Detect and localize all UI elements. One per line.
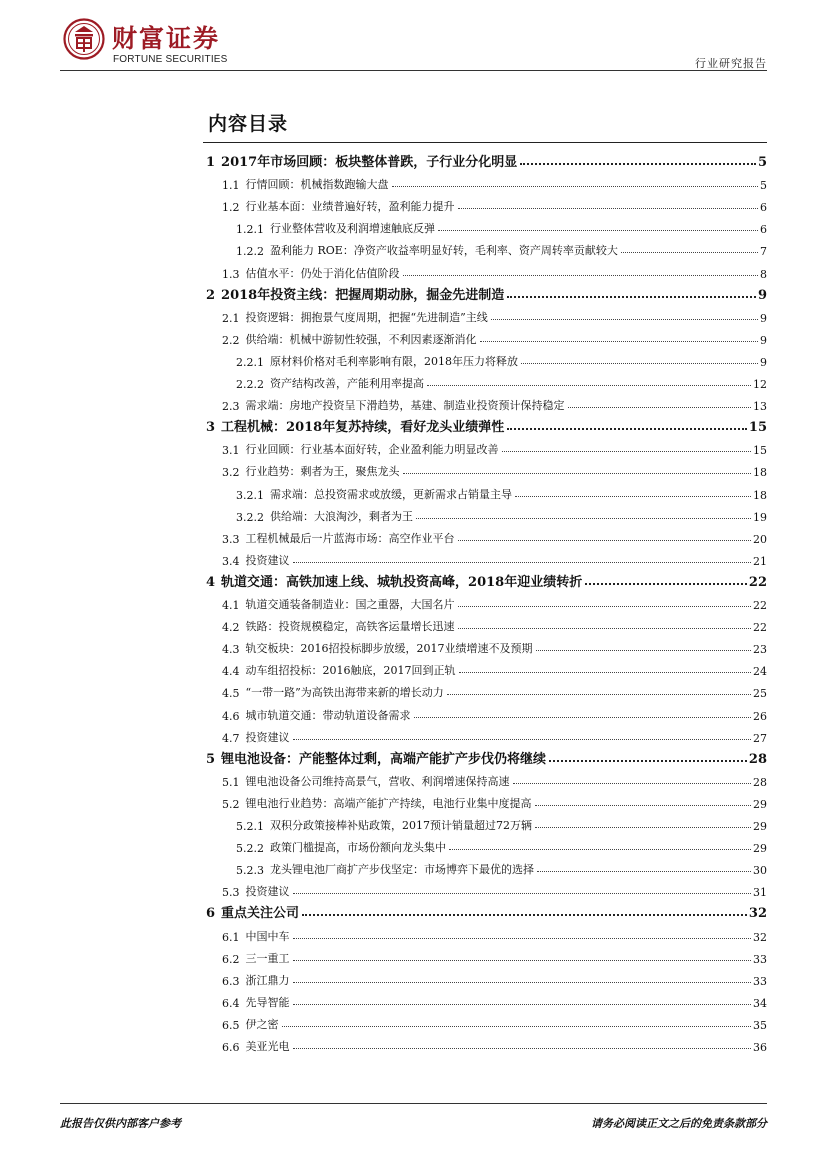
toc-entry-number: 3.2	[222, 466, 240, 480]
toc-entry-title: 供给端：大浪淘沙，剩者为王	[270, 509, 413, 523]
toc-entry-page: 18	[753, 488, 767, 502]
toc-entry-title: 投资建议	[245, 885, 290, 899]
toc-entry-number: 5.2.3	[236, 864, 264, 878]
toc-entry-number: 5.3	[222, 886, 240, 900]
toc-entry-title: 轨道交通：高铁加速上线、城轨投资高峰，2018年迎业绩转折	[221, 574, 583, 590]
toc-entry-number: 3.1	[222, 444, 240, 458]
toc-dot-leader	[535, 805, 752, 806]
toc-dot-leader	[293, 982, 752, 983]
toc-entry-page: 19	[753, 510, 767, 524]
toc-entry-page: 23	[753, 643, 767, 657]
toc-entry-page: 34	[753, 996, 767, 1010]
toc-entry-title: 2017年市场回顾：板块整体普跌，子行业分化明显	[221, 155, 518, 170]
toc-entry-title: 城市轨道交通：带动轨道设备需求	[245, 708, 411, 722]
toc-entry-title: 工程机械：2018年复苏持续，看好龙头业绩弹性	[221, 420, 505, 436]
toc-entry-title: 浙江鼎力	[245, 973, 290, 987]
toc-entry-number: 1	[206, 155, 216, 170]
toc-entry[interactable]	[206, 283, 767, 303]
toc-entry-title: 锂电池设备：产能整体过剩，高端产能扩产步伐仍将继续	[221, 751, 547, 767]
toc-entry-title: 原材料价格对毛利率影响有限，2018年压力将释放	[270, 354, 518, 368]
toc-entry-title: 重点关注公司	[221, 906, 300, 922]
toc-entry-page: 6	[760, 223, 767, 237]
toc-entry-page: 8	[760, 267, 767, 281]
toc-entry-number: 3.3	[222, 532, 240, 546]
toc-entry-title: 锂电池行业趋势：高端产能扩产持续，电池行业集中度提高	[245, 796, 532, 810]
toc-entry-title: 需求端：房地产投资呈下滑趋势，基建、制造业投资预计保持稳定	[245, 399, 565, 413]
toc-entry[interactable]	[222, 194, 767, 214]
toc-entry[interactable]	[222, 305, 767, 325]
toc-entry-title: 投资建议	[245, 553, 290, 567]
toc-entry-number: 1.3	[222, 267, 240, 281]
toc-entry-page: 25	[753, 687, 767, 701]
toc-entry[interactable]	[222, 946, 767, 966]
toc-entry[interactable]	[236, 857, 767, 877]
toc-entry[interactable]	[206, 747, 767, 767]
toc-entry[interactable]	[222, 791, 767, 811]
toc-entry-title: 投资逻辑：拥抱景气度周期，把握“先进制造”主线	[245, 310, 488, 324]
toc-entry-title: 工程机械最后一片蓝海市场：高空作业平台	[245, 531, 455, 545]
toc-entry-number: 6.1	[222, 930, 240, 944]
toc-entry-number: 6.6	[222, 1041, 240, 1054]
toc-entry-page: 9	[760, 333, 767, 347]
toc-dot-leader	[447, 694, 751, 695]
toc-entry-title: 铁路：投资规模稳定，高铁客运量增长迅速	[245, 620, 455, 634]
toc-entry-number: 2	[206, 287, 216, 303]
toc-entry[interactable]	[222, 526, 767, 546]
toc-entry[interactable]	[236, 504, 767, 524]
toc-entry[interactable]	[222, 769, 767, 789]
toc-entry-page: 9	[760, 355, 767, 369]
toc-entry-title: 中国中车	[245, 929, 290, 943]
toc-dot-leader	[458, 606, 752, 607]
toc-entry-number: 3.4	[222, 554, 240, 568]
toc-entry-number: 3.2.2	[236, 510, 264, 524]
toc-entry-number: 1.2	[222, 201, 240, 215]
toc-entry-number: 6.4	[222, 996, 240, 1010]
toc-entry-number: 4.7	[222, 731, 240, 745]
toc-entry-page: 36	[753, 1041, 767, 1054]
toc-dot-leader	[568, 407, 752, 408]
toc-entry-title: 政策门槛提高，市场份额向龙头集中	[270, 841, 446, 855]
toc-entry-number: 6	[206, 906, 216, 922]
footer-disclaimer-left: 此报告仅供内部客户参考	[60, 1117, 181, 1130]
toc-dot-leader	[427, 385, 751, 386]
toc-entry-title: 双积分政策接棒补贴政策，2017预计销量超过72万辆	[270, 819, 532, 832]
toc-dot-leader	[414, 717, 752, 718]
toc-entry-title: 供给端：机械中游韧性较强，不利因素逐渐消化	[245, 332, 477, 346]
toc-dot-leader	[480, 341, 759, 342]
toc-entry-title: 美亚光电	[245, 1040, 290, 1053]
toc-entry[interactable]	[236, 371, 767, 391]
toc-entry-page: 26	[753, 709, 767, 723]
toc-entry[interactable]	[236, 835, 767, 855]
toc-entry-page: 5	[760, 179, 767, 193]
toc-entry-title: “一带一路”为高铁出海带来新的增长动力	[245, 686, 444, 700]
toc-dot-leader	[549, 760, 747, 762]
toc-entry[interactable]	[222, 968, 767, 988]
toc-entry-page: 22	[753, 599, 767, 612]
toc-entry-page: 22	[753, 621, 767, 635]
toc-entry[interactable]	[222, 725, 767, 745]
toc-dot-leader	[293, 739, 752, 740]
toc-entry-page: 13	[753, 400, 767, 414]
toc-entry[interactable]	[222, 879, 767, 899]
toc-entry-page: 35	[753, 1018, 767, 1032]
toc-entry-title: 行业趋势：剩者为王，聚焦龙头	[245, 465, 400, 479]
toc-entry-number: 4.5	[222, 687, 240, 701]
toc-entry-page: 28	[748, 751, 767, 767]
toc-entry[interactable]	[222, 261, 767, 281]
toc-heading: 内容目录	[208, 113, 289, 135]
toc-entry-page: 18	[753, 466, 767, 480]
toc-entry-page: 24	[753, 665, 767, 679]
toc-entry-title: 行业基本面：业绩普遍好转，盈利能力提升	[245, 200, 455, 214]
toc-entry-page: 5	[757, 155, 767, 170]
toc-entry-page: 21	[753, 554, 767, 568]
toc-entry-page: 27	[753, 731, 767, 745]
toc-dot-leader	[293, 1048, 752, 1049]
toc-entry-title: 轨交板块：2016招投标脚步放缓，2017业绩增速不及预期	[245, 642, 533, 656]
toc-dot-leader	[392, 186, 759, 187]
toc-entry-page: 33	[753, 974, 767, 988]
toc-dot-leader	[520, 163, 756, 165]
toc-entry[interactable]	[222, 393, 767, 413]
toc-entry-page: 28	[753, 775, 767, 789]
toc-entry[interactable]	[222, 1034, 767, 1054]
toc-entry-page: 15	[748, 420, 767, 436]
toc-entry-number: 5.1	[222, 775, 240, 789]
toc-entry-number: 3	[206, 420, 216, 436]
toc-dot-leader	[403, 473, 752, 474]
toc-dot-leader	[621, 252, 758, 253]
toc-entry-number: 4.2	[222, 621, 240, 635]
toc-entry-title: 行情回顾：机械指数跑输大盘	[245, 178, 389, 192]
toc-entry-number: 4.3	[222, 643, 240, 657]
toc-dot-leader	[438, 230, 758, 231]
toc-entry-page: 30	[753, 864, 767, 878]
toc-entry[interactable]	[236, 482, 767, 502]
toc-entry-page: 32	[748, 906, 767, 922]
toc-dot-leader	[507, 428, 747, 430]
toc-entry-page: 12	[753, 378, 767, 391]
toc-entry[interactable]	[222, 592, 767, 612]
toc-dot-leader	[507, 296, 756, 298]
toc-entry-number: 2.2	[222, 333, 240, 347]
toc-entry-title: 资产结构改善，产能利用率提高	[270, 377, 424, 390]
toc-entry-page: 22	[748, 574, 767, 590]
toc-dot-leader	[502, 451, 752, 452]
toc-entry[interactable]	[222, 172, 767, 192]
toc-entry-number: 4.6	[222, 709, 240, 723]
toc-entry[interactable]	[222, 548, 767, 568]
toc-entry-page: 6	[760, 201, 767, 215]
toc-entry[interactable]	[236, 216, 767, 236]
toc-entry-number: 5.2.1	[236, 820, 264, 833]
toc-entry-title: 2018年投资主线：把握周期动脉，掘金先进制造	[221, 287, 505, 303]
toc-entry-page: 9	[757, 287, 767, 303]
toc-entry[interactable]	[222, 658, 767, 678]
toc-entry-page: 32	[753, 930, 767, 944]
toc-entry-page: 29	[753, 820, 767, 833]
toc-dot-leader	[458, 628, 752, 629]
footer-disclaimer-right: 请务必阅读正文之后的免责条款部分	[591, 1117, 767, 1130]
toc-entry-title: 动车组招投标：2016触底，2017回到正轨	[245, 664, 456, 678]
toc-entry[interactable]	[236, 349, 767, 369]
toc-entry-number: 2.1	[222, 311, 240, 325]
toc-entry-title: 投资建议	[245, 730, 290, 744]
toc-dot-leader	[521, 363, 758, 364]
toc-entry-page: 7	[760, 245, 767, 259]
toc-dot-leader	[416, 518, 751, 519]
toc-entry[interactable]	[206, 570, 767, 590]
toc-dot-leader	[515, 496, 751, 497]
toc-entry[interactable]	[206, 415, 767, 435]
toc-entry-title: 先导智能	[245, 995, 290, 1009]
toc-entry-title: 轨道交通装备制造业：国之重器，大国名片	[245, 598, 455, 611]
toc-dot-leader	[491, 319, 758, 320]
toc-dot-leader	[293, 893, 752, 894]
toc-dot-leader	[537, 871, 751, 872]
toc-entry[interactable]	[236, 238, 767, 258]
toc-entry[interactable]	[222, 437, 767, 457]
toc-entry-title: 盈利能力 ROE：净资产收益率明显好转，毛利率、资产周转率贡献较大	[270, 244, 618, 258]
toc-entry-title: 伊之密	[245, 1017, 279, 1031]
toc-entry[interactable]	[222, 459, 767, 479]
footer-divider	[60, 1103, 767, 1104]
toc-entry-number: 2.2.2	[236, 378, 264, 391]
toc-entry-page: 15	[753, 444, 767, 458]
toc-entry[interactable]	[222, 327, 767, 347]
toc-dot-leader	[293, 960, 752, 961]
toc-dot-leader	[293, 562, 752, 563]
toc-dot-leader	[536, 650, 752, 651]
toc-entry[interactable]	[222, 614, 767, 634]
toc-entry-page: 31	[753, 886, 767, 900]
toc-entry-title: 估值水平：仍处于消化估值阶段	[245, 266, 400, 280]
toc-entry-number: 4	[206, 574, 216, 590]
toc-entry-title: 三一重工	[245, 951, 290, 965]
toc-entry-number: 5.2.2	[236, 842, 264, 856]
toc-entry-title: 行业整体营收及利润增速触底反弹	[270, 222, 435, 236]
toc-dot-leader	[449, 849, 751, 850]
toc-entry[interactable]	[222, 703, 767, 723]
toc-entry-title: 行业回顾：行业基本面好转，企业盈利能力明显改善	[245, 443, 499, 457]
toc-dot-leader	[585, 583, 747, 585]
toc-entry-page: 29	[753, 842, 767, 856]
toc-dot-leader	[535, 827, 751, 828]
toc-entry[interactable]	[206, 901, 767, 921]
toc-entry-number: 1.1	[222, 179, 240, 193]
toc-dot-leader	[513, 783, 752, 784]
logo-chinese-name: 财富证券	[112, 24, 221, 53]
report-type-label: 行业研究报告	[695, 57, 767, 70]
toc-entry[interactable]	[222, 636, 767, 656]
toc-dot-leader	[458, 208, 759, 209]
toc-entry[interactable]	[236, 813, 767, 833]
toc-entry-title: 龙头锂电池厂商扩产步伐坚定：市场博弈下最优的选择	[270, 863, 534, 877]
toc-entry-number: 5.2	[222, 797, 240, 811]
logo-english-name: FORTUNE SECURITIES	[113, 54, 228, 65]
toc-entry[interactable]	[222, 990, 767, 1010]
toc-dot-leader	[458, 540, 752, 541]
toc-dot-leader	[403, 275, 759, 276]
toc-entry-number: 4.4	[222, 665, 240, 679]
toc-entry-number: 6.5	[222, 1018, 240, 1032]
toc-entry-number: 2.3	[222, 400, 240, 414]
toc-entry-page: 33	[753, 952, 767, 966]
toc-entry-title: 锂电池设备公司维持高景气，营收、利润增速保持高速	[245, 774, 510, 788]
toc-entry[interactable]	[222, 1012, 767, 1032]
toc-entry[interactable]	[222, 924, 767, 944]
toc-entry-page: 29	[753, 797, 767, 811]
toc-entry[interactable]	[222, 680, 767, 700]
toc-entry-page: 20	[753, 532, 767, 546]
toc-dot-leader	[293, 938, 752, 939]
toc-entry-title: 需求端：总投资需求或放缓，更新需求占销量主导	[270, 487, 512, 501]
toc-entry-number: 3.2.1	[236, 488, 264, 502]
toc-entry[interactable]	[206, 150, 767, 170]
toc-dot-leader	[293, 1004, 752, 1005]
toc-dot-leader	[459, 672, 752, 673]
toc-entry-number: 1.2.2	[236, 245, 264, 259]
toc-entry-number: 4.1	[222, 599, 240, 612]
toc-entry-number: 6.2	[222, 952, 240, 966]
toc-entry-page: 9	[760, 311, 767, 325]
toc-entry-number: 6.3	[222, 974, 240, 988]
toc-entry-number: 1.2.1	[236, 223, 264, 237]
toc-entry-number: 5	[206, 751, 216, 767]
toc-dot-leader	[282, 1026, 752, 1027]
toc-entry-number: 2.2.1	[236, 355, 264, 369]
toc-dot-leader	[302, 914, 747, 916]
